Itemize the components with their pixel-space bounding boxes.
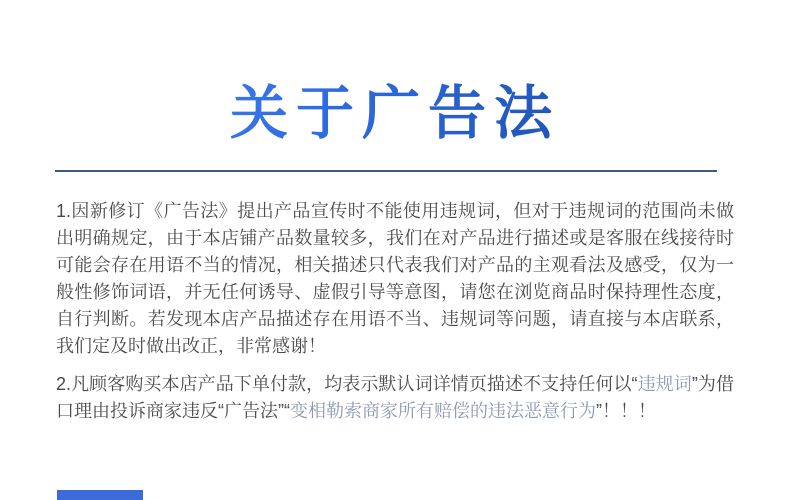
paragraph-2-text-1: 2.凡顾客购买本店产品下单付款，均表示默认词详情页描述不支持任何以“ bbox=[56, 373, 638, 394]
paragraph-2 bbox=[56, 371, 734, 425]
paragraph-2-highlight-violation-term: 违规词 bbox=[637, 373, 692, 394]
paragraph-1: 1.因新修订《广告法》提出产品宣传时不能使用违规词，但对于违规词的范围尚未做出明确规定，由于本店铺产品数量较多，我们在对产品进行描述或是客服在线接待时可能会存在用语不当的情况，相关描述只代表我们对产品的主观看法及感受，仅为一般性修饰词语，并无任何诱导、虚假引导等意图，请您在浏览商品时保持理性态度，自行判断。若发现本店产品描述存在用语不当、违规词等问题，请直接与本店联系，我们定及时做出改正，非常感谢！ bbox=[56, 200, 734, 356]
paragraph-2-text-2: ”为借口理由投诉商家违反“广告法”“ bbox=[56, 373, 734, 421]
notice-body bbox=[0, 172, 790, 425]
bottom-accent-bar bbox=[57, 490, 143, 500]
page-title: 关于广告法 bbox=[0, 0, 790, 146]
paragraph-2-highlight-extortion-phrase: 变相勒索商家所有赔偿的违法恶意行为 bbox=[289, 400, 596, 421]
paragraph-2-text-3: ”！！！ bbox=[595, 400, 656, 421]
